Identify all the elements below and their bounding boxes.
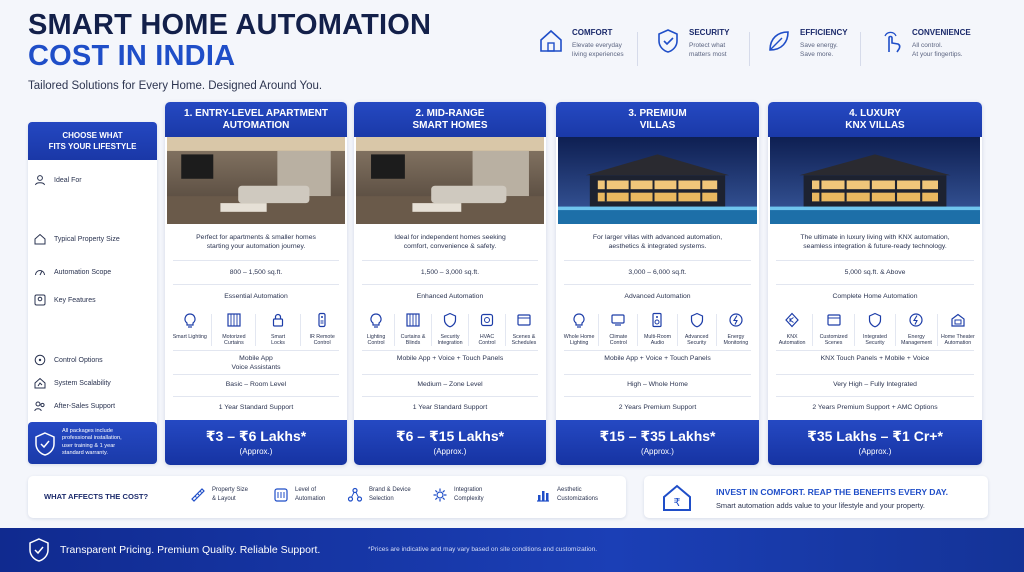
tier-scope: Enhanced Automation — [416, 293, 484, 300]
cost-factor-line: Integration — [454, 487, 483, 493]
feature-item — [302, 312, 342, 350]
tier-price: ₹3 – ₹6 Lakhs* — [205, 428, 307, 444]
feature-label: Audio — [650, 340, 665, 346]
tier-ideal-for — [776, 233, 974, 251]
row-label-scalability — [34, 375, 111, 391]
tier-price: ₹35 Lakhs – ₹1 Cr+* — [807, 428, 943, 444]
cost-factor-line: Aesthetic — [557, 487, 582, 493]
feature-item — [678, 312, 716, 350]
package-note-line: user training & 1 year — [62, 442, 116, 449]
tier-support: 1 Year Standard Support — [218, 404, 294, 411]
feature-item — [599, 312, 637, 350]
cost-factor-label — [454, 486, 484, 504]
row-divider — [362, 284, 538, 285]
cost-factor-label — [295, 486, 325, 504]
row-label-text: Typical Property Size — [54, 235, 120, 243]
cost-factor — [273, 486, 325, 504]
pillar-desc: living experiences — [572, 51, 624, 58]
feature-label: Blinds — [405, 340, 421, 346]
tier-ideal-line: For larger villas with advanced automation, — [592, 234, 723, 241]
row-divider — [776, 396, 974, 397]
tier-ideal-line: Perfect for apartments & smaller homes — [196, 234, 316, 241]
feature-label: Energy — [908, 333, 925, 340]
tier-control-line: Mobile App — [239, 355, 273, 362]
feature-item — [395, 312, 431, 350]
row-divider — [776, 260, 974, 261]
tier-ideal-line: aesthetics & integrated systems. — [608, 243, 707, 250]
feature-divider — [300, 314, 301, 346]
feature-divider — [255, 314, 256, 346]
row-label-text: Ideal For — [54, 176, 82, 184]
chart-icon — [535, 487, 551, 503]
tier-price-note: (Approx.) — [641, 447, 674, 456]
feature-label: Control — [609, 340, 627, 346]
home-icon — [34, 233, 46, 245]
criteria-heading — [28, 122, 157, 160]
feature-label: Multi-Room — [643, 333, 672, 340]
energy-icon — [908, 312, 924, 328]
feature-label: Integration — [437, 340, 463, 346]
slider-icon — [273, 487, 289, 503]
tier-scalability: Basic – Room Level — [225, 381, 287, 388]
pillar-title: CONVENIENCE — [912, 28, 971, 37]
tier-card-3[interactable] — [556, 102, 759, 465]
feature-label: Advanced — [684, 333, 709, 340]
feature-label: Security — [687, 340, 707, 346]
cost-factor — [432, 486, 484, 504]
tier-title: SMART HOMES — [412, 120, 488, 131]
pillar-desc: At your fingertips. — [912, 51, 963, 58]
feature-label: Home Theater — [940, 333, 975, 340]
row-divider — [362, 396, 538, 397]
pillar-efficiency — [766, 28, 848, 68]
cost-factor-line: Complexity — [454, 496, 484, 502]
feature-item — [855, 312, 895, 350]
feature-label: Schedules — [511, 340, 537, 346]
divider — [860, 32, 861, 66]
feature-label: Energy — [727, 333, 745, 340]
climate-icon — [610, 312, 626, 328]
shield-icon — [867, 312, 883, 328]
support-icon — [34, 400, 46, 412]
page-title — [28, 10, 431, 72]
divider — [749, 32, 750, 66]
tier-size: 3,000 – 6,000 sq.ft. — [628, 269, 687, 276]
invest-text: Smart automation adds value to your lifestyle and your property. — [716, 501, 925, 510]
feature-item — [214, 312, 254, 350]
title-line-1: SMART HOME AUTOMATION — [28, 9, 432, 41]
row-label-text: Automation Scope — [54, 268, 112, 276]
shield-icon — [442, 312, 458, 328]
tier-ideal-line: starting your automation journey. — [206, 243, 306, 250]
pillar-security — [655, 28, 729, 68]
shield-check-icon — [34, 432, 56, 456]
feature-item — [432, 312, 468, 350]
tier-title: 2. MID-RANGE — [415, 108, 485, 119]
tier-header — [354, 102, 546, 137]
tier-control-line: Voice Assistants — [231, 364, 281, 371]
cost-factor-line: & Layout — [212, 496, 236, 502]
row-label-property-size — [34, 231, 120, 247]
row-divider — [564, 260, 751, 261]
tier-features — [358, 312, 542, 350]
tier-photo — [770, 137, 980, 224]
tier-size: 5,000 sq.ft. & Above — [844, 269, 906, 276]
cost-factor — [190, 486, 248, 504]
row-divider — [564, 374, 751, 375]
row-divider — [173, 284, 339, 285]
criteria-heading-line: CHOOSE WHAT — [62, 131, 123, 140]
gauge-icon — [34, 266, 46, 278]
cost-factor-line: Automation — [295, 496, 326, 502]
row-divider — [362, 350, 538, 351]
tier-ideal-for — [362, 233, 538, 251]
package-note-line: standard warranty. — [62, 450, 108, 457]
package-note-line: All packages include — [62, 428, 113, 434]
feature-label: Security — [440, 333, 460, 340]
row-label-control-options — [34, 352, 103, 368]
feature-label: Lighting — [569, 340, 589, 346]
tier-control — [776, 354, 974, 363]
feature-divider — [211, 314, 212, 346]
feature-label: HVAC — [479, 333, 495, 340]
tier-price-note: (Approx.) — [433, 447, 467, 456]
feature-item — [560, 312, 598, 350]
row-label-text: Key Features — [54, 296, 96, 304]
tier-title: AUTOMATION — [222, 120, 290, 131]
feature-item — [717, 312, 755, 350]
tier-price-note: (Approx.) — [858, 447, 892, 456]
shield-check-icon — [28, 538, 50, 562]
feature-label: Whole Home — [563, 333, 595, 340]
scene-icon — [516, 312, 532, 328]
tier-support: 2 Years Premium Support + AMC Options — [812, 404, 938, 411]
feature-label: Control — [367, 340, 385, 346]
row-label-automation-scope — [34, 264, 111, 280]
tier-title: VILLAS — [639, 120, 676, 131]
cost-factor-label — [212, 486, 248, 504]
invest-title: INVEST IN COMFORT. REAP THE BENEFITS EVERY DAY. — [716, 487, 949, 497]
row-divider — [173, 260, 339, 261]
row-divider — [776, 284, 974, 285]
feature-label: Curtains — [224, 340, 244, 346]
person-search-icon — [34, 294, 46, 306]
tier-scope: Complete Home Automation — [832, 293, 918, 300]
tier-price: ₹15 – ₹35 Lakhs* — [599, 428, 716, 444]
knx-icon — [784, 312, 800, 328]
theater-icon — [950, 312, 966, 328]
touch-icon — [878, 28, 904, 54]
house-icon — [538, 28, 564, 54]
tier-header — [165, 102, 347, 137]
feature-item — [506, 312, 542, 350]
pillar-desc: Save energy. — [800, 42, 838, 49]
cost-factor-line: Level of — [295, 487, 317, 493]
feature-label: Security — [865, 340, 885, 346]
tier-scope: Essential Automation — [224, 293, 288, 300]
cost-factor-line: Selection — [369, 496, 394, 502]
remote-icon — [314, 312, 330, 328]
tier-price: ₹6 – ₹15 Lakhs* — [395, 428, 505, 444]
tier-photo — [558, 137, 757, 224]
cost-factor — [535, 486, 598, 504]
tier-price-box — [768, 420, 982, 465]
tier-control-line: KNX Touch Panels + Mobile + Voice — [820, 355, 930, 362]
cost-factors-title: WHAT AFFECTS THE COST? — [44, 492, 149, 501]
svg-text:₹: ₹ — [673, 496, 681, 509]
tier-ideal-line: comfort, convenience & safety. — [403, 243, 497, 250]
feature-label: Smart Lighting — [172, 333, 207, 340]
network-icon — [347, 487, 363, 503]
tier-size: 1,500 – 3,000 sq.ft. — [420, 269, 480, 276]
pillar-desc: Protect what — [689, 42, 726, 49]
energy-icon — [728, 312, 744, 328]
pillar-desc: All control. — [912, 42, 943, 49]
tier-ideal-line: The ultimate in luxury living with KNX automation, — [800, 234, 950, 241]
tier-price-box — [354, 420, 546, 465]
footer-tagline: Transparent Pricing. Premium Quality. Reliable Support. — [60, 544, 321, 556]
pillar-title: SECURITY — [689, 28, 730, 37]
feature-item — [358, 312, 394, 350]
tier-control — [564, 354, 751, 363]
bulb-icon — [182, 312, 198, 328]
feature-item — [469, 312, 505, 350]
row-divider — [776, 374, 974, 375]
tier-control — [362, 354, 538, 363]
tier-card-2[interactable] — [354, 102, 546, 465]
row-divider — [362, 260, 538, 261]
tier-scalability: Medium – Zone Level — [417, 381, 483, 388]
tier-header — [556, 102, 759, 137]
feature-label: Scenes & — [512, 333, 536, 340]
tier-features — [772, 312, 978, 350]
cost-factor-line: Brand & Device — [369, 487, 411, 493]
footer-note: *Prices are indicative and may vary based on site conditions and customization. — [368, 546, 598, 553]
tier-photo — [356, 137, 544, 224]
package-note — [28, 422, 157, 464]
row-divider — [362, 374, 538, 375]
feature-item — [814, 312, 854, 350]
divider — [637, 32, 638, 66]
feature-item — [938, 312, 978, 350]
ruler-icon — [190, 487, 206, 503]
row-divider — [776, 350, 974, 351]
tier-ideal-line: seamless integration & future-ready technology. — [803, 243, 947, 250]
tier-price-note: (Approx.) — [239, 447, 273, 456]
feature-label: Scenes — [824, 340, 843, 346]
growth-icon — [34, 377, 46, 389]
tier-control-line: Mobile App + Voice + Touch Panels — [396, 355, 504, 362]
curtain-icon — [405, 312, 421, 328]
pillar-comfort — [538, 28, 624, 68]
feature-label: Automation — [778, 340, 806, 346]
cost-factor-label — [557, 486, 598, 504]
tier-title: KNX VILLAS — [845, 120, 905, 131]
feature-label: Management — [900, 340, 932, 346]
tier-title: 3. PREMIUM — [628, 108, 687, 119]
page-subtitle: Tailored Solutions for Every Home. Designed Around You. — [28, 80, 323, 92]
shield-check-icon — [655, 28, 681, 54]
rupee-house-icon — [662, 484, 692, 512]
tier-photo — [167, 137, 345, 224]
feature-label: Customized — [819, 333, 848, 340]
row-divider — [564, 284, 751, 285]
tier-features — [560, 312, 755, 350]
feature-label: Curtains & — [400, 333, 426, 340]
feature-label: Control — [313, 340, 331, 346]
bulb-icon — [368, 312, 384, 328]
row-divider — [173, 374, 339, 375]
cost-factor-line: Property Size — [212, 487, 249, 493]
tier-scope: Advanced Automation — [624, 293, 691, 300]
tier-control-line: Mobile App + Voice + Touch Panels — [604, 355, 711, 362]
tier-price-box — [165, 420, 347, 465]
tier-ideal-for — [173, 233, 339, 251]
feature-item — [258, 312, 298, 350]
leaf-icon — [766, 28, 792, 54]
row-label-text: Control Options — [54, 356, 103, 364]
tier-card-1[interactable] — [165, 102, 347, 465]
feature-label: Locks — [271, 340, 285, 346]
pillar-convenience — [878, 28, 971, 68]
shield-icon — [689, 312, 705, 328]
tier-support: 1 Year Standard Support — [412, 404, 488, 411]
feature-label: Integrated — [863, 333, 887, 340]
curtain-icon — [226, 312, 242, 328]
row-divider — [564, 396, 751, 397]
feature-item — [170, 312, 210, 350]
pillar-desc: Elevate everyday — [572, 42, 622, 49]
feature-label: Monitoring — [723, 340, 749, 346]
criteria-heading-line: FITS YOUR LIFESTYLE — [48, 142, 137, 151]
tier-card-4[interactable] — [768, 102, 982, 465]
cost-factor-line: Customizations — [557, 496, 599, 502]
title-line-2: COST IN INDIA — [28, 40, 236, 72]
gear-icon — [432, 487, 448, 503]
feature-item — [638, 312, 676, 350]
tier-header — [768, 102, 982, 137]
lock-icon — [270, 312, 286, 328]
tier-price-box — [556, 420, 759, 465]
phone-icon — [34, 354, 46, 366]
tier-support: 2 Years Premium Support — [618, 404, 697, 411]
row-label-ideal-for — [34, 172, 82, 188]
tier-ideal-line: Ideal for independent homes seeking — [394, 234, 506, 241]
pillar-desc: matters most — [689, 51, 727, 58]
speaker-icon — [649, 312, 665, 328]
person-icon — [34, 174, 46, 186]
pillar-desc: Save more. — [800, 51, 834, 58]
pillar-title: COMFORT — [572, 28, 613, 37]
row-label-text: System Scalability — [54, 379, 111, 387]
tier-features — [169, 312, 343, 350]
tier-scalability: High – Whole Home — [627, 381, 688, 388]
invest-panel — [644, 476, 988, 518]
bulb-icon — [571, 312, 587, 328]
feature-label: Lighting — [366, 333, 386, 340]
scene-icon — [826, 312, 842, 328]
tier-ideal-for — [564, 233, 751, 251]
row-label-key-features — [34, 292, 96, 308]
feature-label: Motorized — [222, 333, 246, 340]
tier-title: 4. LUXURY — [849, 108, 901, 119]
tier-scalability: Very High – Fully Integrated — [833, 381, 917, 388]
row-divider — [564, 350, 751, 351]
feature-label: IR Remote — [309, 333, 335, 340]
cost-factor — [347, 486, 411, 504]
row-divider — [173, 396, 339, 397]
pillar-title: EFFICIENCY — [800, 28, 848, 37]
feature-label: Automation — [944, 340, 972, 346]
feature-label: KNX — [786, 333, 798, 340]
row-divider — [173, 350, 339, 351]
feature-label: Control — [478, 340, 496, 346]
feature-label: Smart — [270, 333, 286, 340]
tier-size: 800 – 1,500 sq.ft. — [229, 269, 283, 276]
feature-item — [772, 312, 812, 350]
feature-item — [896, 312, 936, 350]
tier-title: 1. ENTRY-LEVEL APARTMENT — [184, 108, 328, 119]
feature-label: Climate — [609, 333, 628, 340]
cost-factor-label — [369, 486, 411, 504]
row-label-support — [34, 398, 115, 414]
tier-control — [173, 354, 339, 372]
thermostat-icon — [479, 312, 495, 328]
row-label-text: After-Sales Support — [54, 402, 116, 410]
package-note-line: professional installation, — [62, 435, 122, 442]
